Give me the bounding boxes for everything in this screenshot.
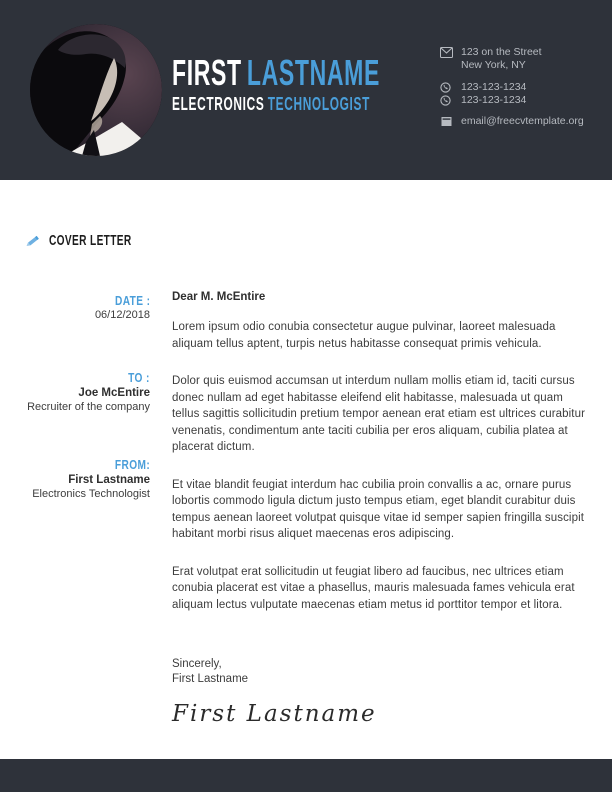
- letter-paragraph-2: Dolor quis euismod accumsan ut interdum nullam mollis etiam id, taciti cursus donec nullam ad eget habitasse eleifend elit habitasse, malesuada ut quam tellus sagittis sollicitudin pretium tempor aenean erat etiam est ultrices curabitur venenatis, condimentum ante taciti cubilia per eros aliquam, cubilia platea at placerat dictum.: [172, 375, 585, 453]
- role-second-word: TECHNOLOGIST: [267, 94, 371, 114]
- sender-role: Electronics Technologist: [32, 488, 150, 500]
- letter-paragraph-4: Erat volutpat erat sollicitudin ut feugiat libero ad faucibus, nec ultrices etiam conubia placerat est vitae a phasellus, mauris malesuada fames vehicula erat aliquam lectus vulputate maecenas etiam metus id porttitor tempor et litora.: [172, 565, 575, 611]
- role-first-word: ELECTRONICS: [172, 94, 265, 114]
- person-role: [172, 94, 472, 115]
- profile-photo: [30, 24, 162, 156]
- letter-body: [172, 290, 592, 727]
- closing-line-2: First Lastname: [172, 673, 249, 685]
- handwritten-signature: First Lastname: [172, 701, 377, 727]
- sender-name: First Lastname: [68, 474, 150, 486]
- envelope-icon: [440, 116, 453, 127]
- section-title: COVER LETTER: [49, 232, 132, 249]
- to-label: TO :: [128, 370, 150, 385]
- letter-paragraph-1: Lorem ipsum odio conubia consectetur augue pulvinar, laoreet malesuada aliquam tellus aptent, turpis netus habitasse consequat primis vehicula.: [172, 321, 556, 350]
- address-line-2: New York, NY: [461, 59, 526, 71]
- phone-circle-icon: [440, 82, 453, 93]
- to-block: [0, 371, 150, 414]
- date-block: [0, 294, 150, 322]
- letter-greeting: Dear M. McEntire: [172, 291, 266, 303]
- recipient-name: Joe McEntire: [78, 387, 150, 399]
- address-line-1: 123 on the Street: [461, 46, 542, 58]
- phone-number-2: 123-123-1234: [461, 93, 527, 106]
- address-card-icon: [440, 47, 453, 58]
- footer-bar: [0, 759, 612, 792]
- address-row: [440, 46, 600, 72]
- from-block: [0, 458, 150, 501]
- recipient-role: Recruiter of the company: [27, 401, 150, 413]
- phone-number-1: 123-123-1234: [461, 81, 527, 93]
- date-label: DATE :: [114, 293, 150, 308]
- date-value: 06/12/2018: [94, 309, 150, 321]
- first-name: FIRST: [172, 52, 242, 93]
- portrait-image: [30, 24, 162, 156]
- closing-line-1: Sincerely,: [172, 658, 222, 670]
- email-address[interactable]: email@freecvtemplate.org: [461, 115, 584, 127]
- last-name: LASTNAME: [246, 52, 380, 93]
- pen-icon: [24, 232, 43, 249]
- contact-block: [440, 46, 600, 128]
- letter-closing: [172, 657, 592, 687]
- phone-row-1: [440, 81, 600, 94]
- letter-paragraph-3: Et vitae blandit feugiat interdum hac cubilia proin convallis a ac, ornare purus lobortis commodo ligula dictum justo tempus etiam, eget blandit curabitur duis tempus aenean laoreet volutpat quisque vitae id semper sapien fringilla suscipit habitant morbi risus aliquet maecenas eros adipiscing.: [172, 478, 585, 540]
- phone-circle-icon: [440, 95, 453, 106]
- email-row: [440, 115, 600, 128]
- section-heading: [24, 232, 167, 249]
- header-banner: [0, 0, 612, 180]
- from-label: FROM:: [114, 457, 150, 472]
- phone-row-2: [440, 94, 600, 107]
